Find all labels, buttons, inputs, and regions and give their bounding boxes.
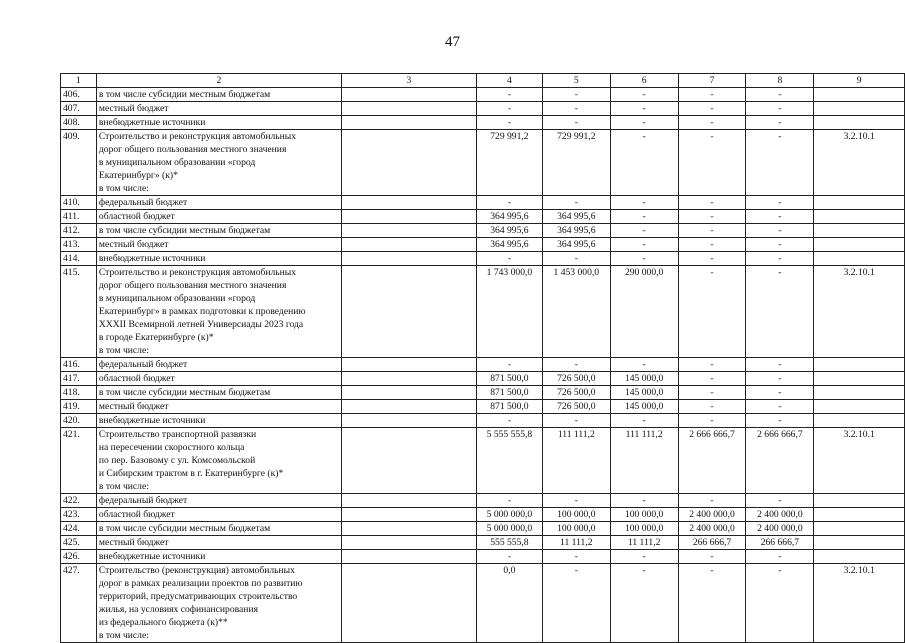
col8-value: 266 666,7 bbox=[746, 536, 814, 550]
target-code bbox=[814, 358, 905, 372]
column-header: 1 bbox=[61, 74, 97, 88]
row-description: внебюджетные источники bbox=[96, 414, 341, 428]
col8-value: - bbox=[746, 414, 814, 428]
table-row bbox=[61, 536, 905, 550]
col4-value: 871 500,0 bbox=[476, 400, 542, 414]
column-header: 5 bbox=[542, 74, 610, 88]
col6-value: - bbox=[610, 550, 678, 564]
col3-value bbox=[341, 130, 476, 196]
col7-value: 2 666 666,7 bbox=[678, 428, 746, 494]
col7-value: - bbox=[678, 358, 746, 372]
col3-value bbox=[341, 522, 476, 536]
col5-value: 364 995,6 bbox=[542, 238, 610, 252]
col8-value: - bbox=[746, 372, 814, 386]
col6-value: - bbox=[610, 196, 678, 210]
target-code bbox=[814, 116, 905, 130]
column-header: 2 bbox=[96, 74, 341, 88]
target-code bbox=[814, 400, 905, 414]
target-code: 3.2.10.1 bbox=[814, 564, 905, 643]
row-number: 417. bbox=[61, 372, 97, 386]
row-description: в том числе субсидии местным бюджетам bbox=[96, 224, 341, 238]
page-number: 47 bbox=[445, 34, 460, 50]
row-description: областной бюджет bbox=[96, 508, 341, 522]
col3-value bbox=[341, 238, 476, 252]
table-row bbox=[61, 564, 905, 643]
col5-value: 729 991,2 bbox=[542, 130, 610, 196]
col4-value: - bbox=[476, 414, 542, 428]
target-code bbox=[814, 536, 905, 550]
row-description: в том числе субсидии местным бюджетам bbox=[96, 88, 341, 102]
row-number: 414. bbox=[61, 252, 97, 266]
col3-value bbox=[341, 116, 476, 130]
col5-value: - bbox=[542, 196, 610, 210]
target-code bbox=[814, 550, 905, 564]
col6-value: - bbox=[610, 358, 678, 372]
col4-value: - bbox=[476, 88, 542, 102]
col8-value: - bbox=[746, 550, 814, 564]
row-description: областной бюджет bbox=[96, 372, 341, 386]
col8-value: - bbox=[746, 400, 814, 414]
col3-value bbox=[341, 414, 476, 428]
col7-value: - bbox=[678, 130, 746, 196]
col4-value: - bbox=[476, 494, 542, 508]
row-description: внебюджетные источники bbox=[96, 252, 341, 266]
row-description: Строительство и реконструкция автомобильных дорог общего пользования местного значения в муниципальном образовании «город Екатеринбург» (к)* в том числе: bbox=[96, 130, 341, 196]
col3-value bbox=[341, 508, 476, 522]
col4-value: - bbox=[476, 358, 542, 372]
table-row bbox=[61, 550, 905, 564]
col5-value: 364 995,6 bbox=[542, 210, 610, 224]
col8-value: - bbox=[746, 358, 814, 372]
table-row bbox=[61, 88, 905, 102]
col4-value: - bbox=[476, 550, 542, 564]
col4-value: 364 995,6 bbox=[476, 210, 542, 224]
row-number: 410. bbox=[61, 196, 97, 210]
col7-value: - bbox=[678, 238, 746, 252]
table-row bbox=[61, 266, 905, 358]
table-row bbox=[61, 130, 905, 196]
col6-value: 145 000,0 bbox=[610, 386, 678, 400]
col7-value: 2 400 000,0 bbox=[678, 508, 746, 522]
col3-value bbox=[341, 564, 476, 643]
row-description: Строительство (реконструкция) автомобильных дорог в рамках реализации проектов по развитию территорий, предусматривающих строительство жилья, на условиях софинансирования из федерального бюджета (к)** в том числе: bbox=[96, 564, 341, 643]
row-number: 420. bbox=[61, 414, 97, 428]
row-number: 424. bbox=[61, 522, 97, 536]
col4-value: - bbox=[476, 102, 542, 116]
col7-value: - bbox=[678, 266, 746, 358]
col7-value: - bbox=[678, 414, 746, 428]
col4-value: - bbox=[476, 116, 542, 130]
row-number: 411. bbox=[61, 210, 97, 224]
col3-value bbox=[341, 252, 476, 266]
col7-value: - bbox=[678, 116, 746, 130]
row-description: федеральный бюджет bbox=[96, 196, 341, 210]
column-header: 4 bbox=[476, 74, 542, 88]
col4-value: 871 500,0 bbox=[476, 372, 542, 386]
col4-value: - bbox=[476, 252, 542, 266]
target-code: 3.2.10.1 bbox=[814, 428, 905, 494]
col3-value bbox=[341, 400, 476, 414]
col8-value: - bbox=[746, 564, 814, 643]
col3-value bbox=[341, 494, 476, 508]
col3-value bbox=[341, 386, 476, 400]
table-row bbox=[61, 358, 905, 372]
col5-value: - bbox=[542, 102, 610, 116]
row-description: местный бюджет bbox=[96, 536, 341, 550]
target-code bbox=[814, 210, 905, 224]
col6-value: - bbox=[610, 238, 678, 252]
col8-value: - bbox=[746, 266, 814, 358]
column-header: 6 bbox=[610, 74, 678, 88]
col4-value: 729 991,2 bbox=[476, 130, 542, 196]
col3-value bbox=[341, 88, 476, 102]
row-description: областной бюджет bbox=[96, 210, 341, 224]
table-row bbox=[61, 102, 905, 116]
col3-value bbox=[341, 102, 476, 116]
row-number: 423. bbox=[61, 508, 97, 522]
row-number: 425. bbox=[61, 536, 97, 550]
target-code bbox=[814, 88, 905, 102]
col7-value: - bbox=[678, 210, 746, 224]
row-number: 418. bbox=[61, 386, 97, 400]
row-description: местный бюджет bbox=[96, 102, 341, 116]
col7-value: - bbox=[678, 494, 746, 508]
col3-value bbox=[341, 536, 476, 550]
row-description: Строительство транспортной развязки на пересечении скоростного кольца по пер. Базовому с ул. Комсомольской и Сибирским трактом в г. Екатеринбурге (к)* в том числе: bbox=[96, 428, 341, 494]
col3-value bbox=[341, 196, 476, 210]
column-header: 9 bbox=[814, 74, 905, 88]
target-code bbox=[814, 372, 905, 386]
col6-value: - bbox=[610, 116, 678, 130]
col5-value: - bbox=[542, 358, 610, 372]
col8-value: 2 400 000,0 bbox=[746, 508, 814, 522]
col6-value: - bbox=[610, 88, 678, 102]
col7-value: - bbox=[678, 564, 746, 643]
col4-value: - bbox=[476, 196, 542, 210]
row-number: 421. bbox=[61, 428, 97, 494]
table-row bbox=[61, 372, 905, 386]
col5-value: - bbox=[542, 88, 610, 102]
col8-value: - bbox=[746, 210, 814, 224]
col4-value: 364 995,6 bbox=[476, 238, 542, 252]
col8-value: - bbox=[746, 102, 814, 116]
col7-value: - bbox=[678, 400, 746, 414]
col8-value: - bbox=[746, 494, 814, 508]
row-number: 426. bbox=[61, 550, 97, 564]
col7-value: - bbox=[678, 196, 746, 210]
row-description: местный бюджет bbox=[96, 400, 341, 414]
col6-value: - bbox=[610, 252, 678, 266]
col3-value bbox=[341, 224, 476, 238]
col3-value bbox=[341, 210, 476, 224]
col6-value: - bbox=[610, 414, 678, 428]
table-row bbox=[61, 386, 905, 400]
col4-value: 555 555,8 bbox=[476, 536, 542, 550]
col6-value: - bbox=[610, 494, 678, 508]
col4-value: 0,0 bbox=[476, 564, 542, 643]
col3-value bbox=[341, 358, 476, 372]
col8-value: - bbox=[746, 88, 814, 102]
col7-value: - bbox=[678, 224, 746, 238]
row-number: 412. bbox=[61, 224, 97, 238]
col4-value: 1 743 000,0 bbox=[476, 266, 542, 358]
col8-value: - bbox=[746, 116, 814, 130]
target-code bbox=[814, 522, 905, 536]
col8-value: 2 400 000,0 bbox=[746, 522, 814, 536]
col5-value: - bbox=[542, 252, 610, 266]
col5-value: - bbox=[542, 116, 610, 130]
row-description: внебюджетные источники bbox=[96, 550, 341, 564]
col8-value: - bbox=[746, 238, 814, 252]
column-header: 7 bbox=[678, 74, 746, 88]
column-header: 8 bbox=[746, 74, 814, 88]
table-row bbox=[61, 238, 905, 252]
col6-value: 290 000,0 bbox=[610, 266, 678, 358]
col8-value: - bbox=[746, 130, 814, 196]
row-description: в том числе субсидии местным бюджетам bbox=[96, 386, 341, 400]
col5-value: 11 111,2 bbox=[542, 536, 610, 550]
col6-value: 100 000,0 bbox=[610, 522, 678, 536]
col8-value: - bbox=[746, 224, 814, 238]
col6-value: - bbox=[610, 130, 678, 196]
col8-value: - bbox=[746, 252, 814, 266]
col6-value: 111 111,2 bbox=[610, 428, 678, 494]
col3-value bbox=[341, 266, 476, 358]
col4-value: 5 000 000,0 bbox=[476, 522, 542, 536]
col4-value: 5 555 555,8 bbox=[476, 428, 542, 494]
col6-value: 145 000,0 bbox=[610, 400, 678, 414]
col4-value: 5 000 000,0 bbox=[476, 508, 542, 522]
target-code bbox=[814, 414, 905, 428]
target-code bbox=[814, 494, 905, 508]
col7-value: - bbox=[678, 88, 746, 102]
row-number: 409. bbox=[61, 130, 97, 196]
row-number: 416. bbox=[61, 358, 97, 372]
table-row bbox=[61, 414, 905, 428]
header-row bbox=[61, 74, 905, 88]
table-row bbox=[61, 210, 905, 224]
row-description: федеральный бюджет bbox=[96, 494, 341, 508]
row-description: местный бюджет bbox=[96, 238, 341, 252]
target-code bbox=[814, 238, 905, 252]
col3-value bbox=[341, 428, 476, 494]
row-number: 406. bbox=[61, 88, 97, 102]
col6-value: - bbox=[610, 102, 678, 116]
col8-value: 2 666 666,7 bbox=[746, 428, 814, 494]
target-code: 3.2.10.1 bbox=[814, 266, 905, 358]
col4-value: 871 500,0 bbox=[476, 386, 542, 400]
col5-value: 111 111,2 bbox=[542, 428, 610, 494]
col7-value: - bbox=[678, 386, 746, 400]
target-code bbox=[814, 252, 905, 266]
col8-value: - bbox=[746, 196, 814, 210]
col5-value: 1 453 000,0 bbox=[542, 266, 610, 358]
col4-value: 364 995,6 bbox=[476, 224, 542, 238]
row-description: в том числе субсидии местным бюджетам bbox=[96, 522, 341, 536]
target-code bbox=[814, 224, 905, 238]
target-code bbox=[814, 196, 905, 210]
col7-value: - bbox=[678, 372, 746, 386]
col8-value: - bbox=[746, 386, 814, 400]
col5-value: 364 995,6 bbox=[542, 224, 610, 238]
col5-value: 726 500,0 bbox=[542, 372, 610, 386]
col6-value: 11 111,2 bbox=[610, 536, 678, 550]
col5-value: 100 000,0 bbox=[542, 508, 610, 522]
row-number: 407. bbox=[61, 102, 97, 116]
table-row bbox=[61, 224, 905, 238]
row-description: федеральный бюджет bbox=[96, 358, 341, 372]
row-number: 408. bbox=[61, 116, 97, 130]
column-header: 3 bbox=[341, 74, 476, 88]
col7-value: 266 666,7 bbox=[678, 536, 746, 550]
table-row bbox=[61, 508, 905, 522]
target-code: 3.2.10.1 bbox=[814, 130, 905, 196]
col6-value: - bbox=[610, 224, 678, 238]
col5-value: 726 500,0 bbox=[542, 400, 610, 414]
row-number: 419. bbox=[61, 400, 97, 414]
target-code bbox=[814, 102, 905, 116]
row-description: внебюджетные источники bbox=[96, 116, 341, 130]
col5-value: - bbox=[542, 494, 610, 508]
target-code bbox=[814, 508, 905, 522]
col7-value: - bbox=[678, 252, 746, 266]
table-row bbox=[61, 494, 905, 508]
row-number: 415. bbox=[61, 266, 97, 358]
row-number: 427. bbox=[61, 564, 97, 643]
row-description: Строительство и реконструкция автомобильных дорог общего пользования местного значения в муниципальном образовании «город Екатеринбург» в рамках подготовки к проведению XXXII Всемирной летней Универсиады 2023 года в городе Екатеринбурге (к)* в том числе: bbox=[96, 266, 341, 358]
col6-value: - bbox=[610, 210, 678, 224]
col5-value: - bbox=[542, 550, 610, 564]
target-code bbox=[814, 386, 905, 400]
col3-value bbox=[341, 372, 476, 386]
col7-value: - bbox=[678, 550, 746, 564]
table-row bbox=[61, 522, 905, 536]
col6-value: - bbox=[610, 564, 678, 643]
col5-value: - bbox=[542, 414, 610, 428]
row-number: 422. bbox=[61, 494, 97, 508]
col5-value: 100 000,0 bbox=[542, 522, 610, 536]
col5-value: 726 500,0 bbox=[542, 386, 610, 400]
col7-value: 2 400 000,0 bbox=[678, 522, 746, 536]
table-row bbox=[61, 196, 905, 210]
table-row bbox=[61, 252, 905, 266]
table-row bbox=[61, 400, 905, 414]
table-row bbox=[61, 116, 905, 130]
col6-value: 145 000,0 bbox=[610, 372, 678, 386]
col6-value: 100 000,0 bbox=[610, 508, 678, 522]
budget-table bbox=[60, 73, 905, 643]
col5-value: - bbox=[542, 564, 610, 643]
col3-value bbox=[341, 550, 476, 564]
row-number: 413. bbox=[61, 238, 97, 252]
table-row bbox=[61, 428, 905, 494]
col7-value: - bbox=[678, 102, 746, 116]
